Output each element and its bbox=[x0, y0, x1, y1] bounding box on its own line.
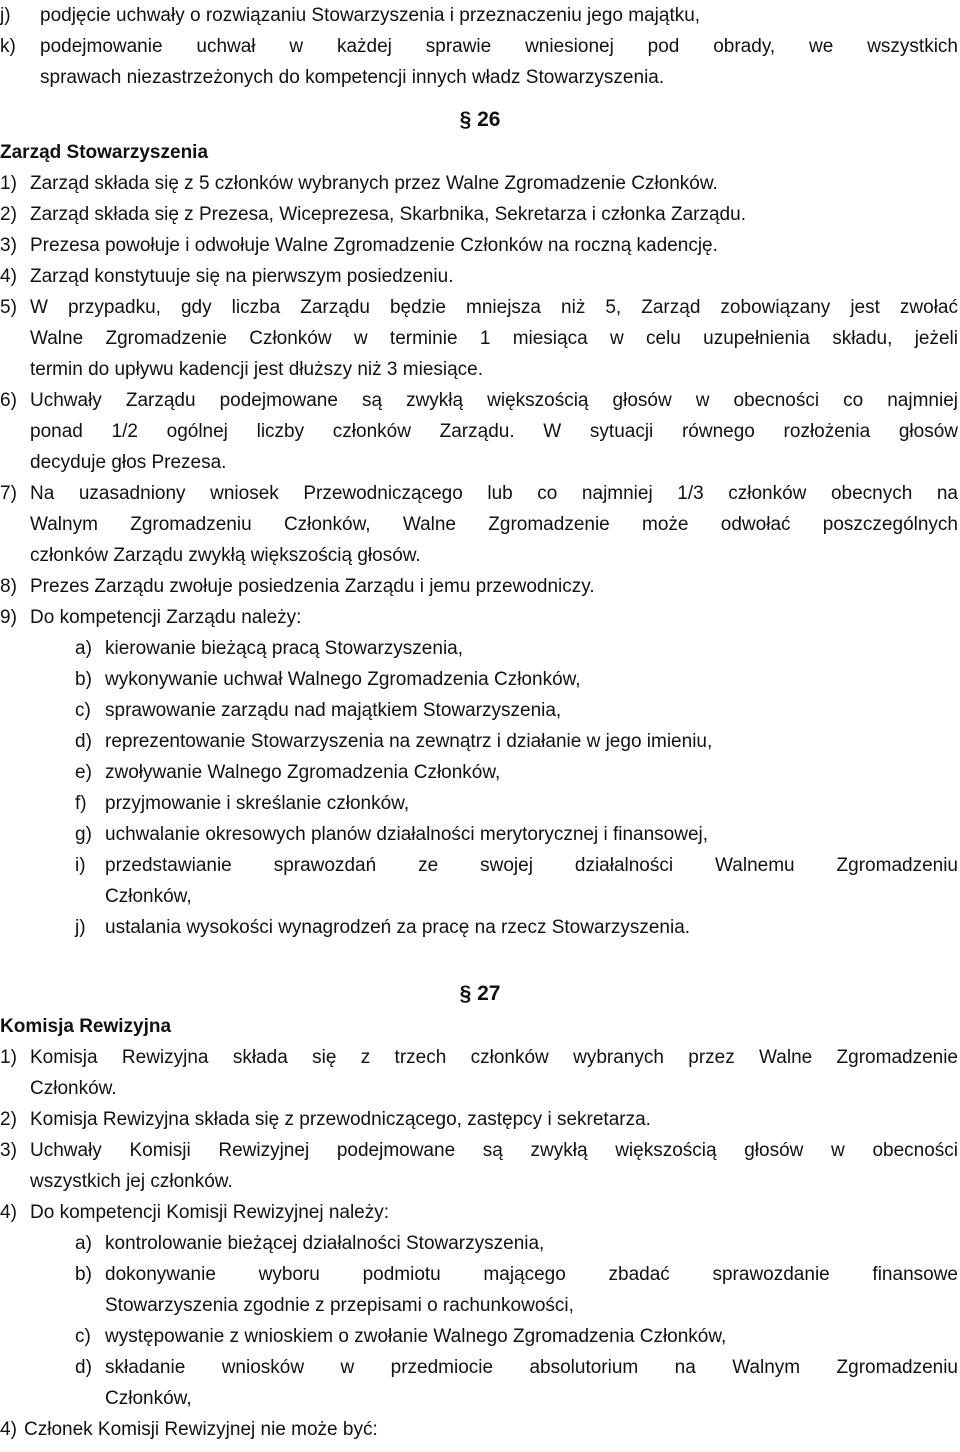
text-line: Na uzasadniony wniosek Przewodniczącego lub co najmniej 1/3 członków obecnych na bbox=[30, 483, 958, 504]
text-line: Członków, bbox=[105, 1388, 192, 1409]
text-line: podejmowanie uchwał w każdej sprawie wniesionej pod obrady, we wszystkich bbox=[40, 36, 958, 57]
list-item bbox=[75, 1321, 960, 1352]
section-27-list bbox=[0, 1042, 960, 1228]
list-item bbox=[0, 1135, 960, 1197]
section-27-last-item bbox=[0, 1414, 960, 1445]
list-item-text bbox=[105, 788, 960, 819]
list-item-text bbox=[105, 1259, 960, 1321]
list-marker: 2) bbox=[0, 204, 17, 225]
list-item-text bbox=[30, 1135, 960, 1197]
text-line: przedstawianie sprawozdań ze swojej działalności Walnemu Zgromadzeniu bbox=[105, 855, 958, 876]
list-item-text bbox=[30, 168, 960, 199]
list-marker: 4) bbox=[0, 1202, 17, 1223]
list-item-text bbox=[30, 199, 960, 230]
list-item bbox=[0, 292, 960, 385]
list-item-text bbox=[105, 1352, 960, 1414]
list-marker: 8) bbox=[0, 576, 17, 597]
list-marker: f) bbox=[75, 793, 87, 814]
list-item bbox=[75, 912, 960, 943]
text-line: Prezesa powołuje i odwołuje Walne Zgromadzenie Członków na roczną kadencję. bbox=[30, 235, 718, 256]
list-marker: 3) bbox=[0, 235, 17, 256]
list-item-text bbox=[105, 1321, 960, 1352]
text-line: Do kompetencji Zarządu należy: bbox=[30, 607, 302, 628]
text-line: Członków. bbox=[30, 1078, 117, 1099]
list-item-text bbox=[30, 1042, 960, 1104]
list-item-text bbox=[105, 664, 960, 695]
list-item bbox=[75, 819, 960, 850]
list-item-text bbox=[30, 1197, 960, 1228]
list-item-text bbox=[105, 757, 960, 788]
list-marker: 1) bbox=[0, 1047, 17, 1068]
text-line: Walne Zgromadzenie Członków w terminie 1 miesiąca w celu uzupełnienia składu, jeżeli bbox=[30, 328, 958, 349]
text-line: sprawowanie zarządu nad majątkiem Stowarzyszenia, bbox=[105, 700, 562, 721]
list-item-text bbox=[30, 1104, 960, 1135]
text-line: Zarząd składa się z 5 członków wybranych przez Walne Zgromadzenie Członków. bbox=[30, 173, 718, 194]
list-item-text bbox=[105, 850, 960, 912]
list-item-text bbox=[30, 385, 960, 478]
list-item-text bbox=[30, 571, 960, 602]
text-line: zwoływanie Walnego Zgromadzenia Członków, bbox=[105, 762, 501, 783]
text-line: występowanie z wnioskiem o zwołanie Walnego Zgromadzenia Członków, bbox=[105, 1326, 727, 1347]
section-26-sublist bbox=[0, 633, 960, 943]
list-marker: 6) bbox=[0, 390, 17, 411]
list-marker: j) bbox=[0, 5, 11, 26]
text-line: Zarząd konstytuuje się na pierwszym posiedzeniu. bbox=[30, 266, 454, 287]
list-marker: 1) bbox=[0, 173, 17, 194]
list-item bbox=[0, 261, 960, 292]
text-line: Walnym Zgromadzeniu Członków, Walne Zgromadzenie może odwołać poszczególnych bbox=[30, 514, 958, 535]
list-marker: d) bbox=[75, 1357, 92, 1378]
list-item bbox=[75, 1352, 960, 1414]
list-item bbox=[0, 602, 960, 633]
list-item bbox=[0, 1042, 960, 1104]
text-line: wszystkich jej członków. bbox=[30, 1171, 233, 1192]
list-marker: b) bbox=[75, 669, 92, 690]
top-list bbox=[0, 0, 960, 93]
list-marker: 4) bbox=[0, 266, 17, 287]
text-line: uchwalanie okresowych planów działalności merytorycznej i finansowej, bbox=[105, 824, 709, 845]
list-item-text bbox=[105, 633, 960, 664]
list-marker: 2) bbox=[0, 1109, 17, 1130]
list-item bbox=[0, 1104, 960, 1135]
list-item bbox=[75, 633, 960, 664]
list-marker: g) bbox=[75, 824, 92, 845]
list-marker: a) bbox=[75, 1233, 92, 1254]
list-item-text bbox=[105, 726, 960, 757]
text-line: kontrolowanie bieżącej działalności Stowarzyszenia, bbox=[105, 1233, 545, 1254]
text-line: termin do upływu kadencji jest dłuższy niż 3 miesiące. bbox=[30, 359, 484, 380]
list-marker: 3) bbox=[0, 1140, 17, 1161]
list-item bbox=[75, 664, 960, 695]
list-marker: 9) bbox=[0, 607, 17, 628]
text-line: W przypadku, gdy liczba Zarządu będzie mniejsza niż 5, Zarząd zobowiązany jest zwołać bbox=[30, 297, 958, 318]
section-26-list bbox=[0, 168, 960, 633]
section-27-sublist bbox=[0, 1228, 960, 1414]
text-line: Komisja Rewizyjna składa się z trzech członków wybranych przez Walne Zgromadzenie bbox=[30, 1047, 958, 1068]
list-item bbox=[0, 478, 960, 571]
section-27-heading: Komisja Rewizyjna bbox=[0, 1016, 172, 1037]
text-line: kierowanie bieżącą pracą Stowarzyszenia, bbox=[105, 638, 464, 659]
list-item-text bbox=[30, 230, 960, 261]
text-line: Prezes Zarządu zwołuje posiedzenia Zarządu i jemu przewodniczy. bbox=[30, 576, 595, 597]
list-marker: k) bbox=[0, 36, 16, 57]
text-line: Zarząd składa się z Prezesa, Wiceprezesa, Skarbnika, Sekretarza i członka Zarządu. bbox=[30, 204, 746, 225]
list-marker: b) bbox=[75, 1264, 92, 1285]
text-line: dokonywanie wyboru podmiotu mającego zbadać sprawozdanie finansowe bbox=[105, 1264, 958, 1285]
text-line: sprawach niezastrzeżonych do kompetencji innych władz Stowarzyszenia. bbox=[40, 67, 665, 88]
list-item bbox=[75, 726, 960, 757]
list-marker: c) bbox=[75, 1326, 91, 1347]
list-item bbox=[75, 1228, 960, 1259]
text-line: Do kompetencji Komisji Rewizyjnej należy: bbox=[30, 1202, 390, 1223]
list-item bbox=[0, 230, 960, 261]
list-marker: c) bbox=[75, 700, 91, 721]
list-item bbox=[75, 788, 960, 819]
list-item-text bbox=[30, 261, 960, 292]
list-item bbox=[75, 850, 960, 912]
list-item-text bbox=[40, 0, 960, 31]
text-line: podjęcie uchwały o rozwiązaniu Stowarzyszenia i przeznaczeniu jego majątku, bbox=[40, 5, 701, 26]
text-line: reprezentowanie Stowarzyszenia na zewnątrz i działanie w jego imieniu, bbox=[105, 731, 713, 752]
list-item bbox=[0, 0, 960, 31]
list-item-text bbox=[105, 912, 960, 943]
section-27-sign: § 27 bbox=[459, 982, 501, 1005]
list-item bbox=[0, 31, 960, 93]
text-line: składanie wniosków w przedmiocie absolutorium na Walnym Zgromadzeniu bbox=[105, 1357, 958, 1378]
text-line: Stowarzyszenia zgodnie z przepisami o rachunkowości, bbox=[105, 1295, 574, 1316]
list-item bbox=[0, 199, 960, 230]
list-marker: i) bbox=[75, 855, 86, 876]
text-line: ponad 1/2 ogólnej liczby członków Zarządu. W sytuacji równego rozłożenia głosów bbox=[30, 421, 958, 442]
list-item bbox=[0, 385, 960, 478]
list-marker: 7) bbox=[0, 483, 17, 504]
list-marker: j) bbox=[75, 917, 86, 938]
list-item-text bbox=[105, 1228, 960, 1259]
section-26-heading: Zarząd Stowarzyszenia bbox=[0, 142, 209, 163]
text-line: Uchwały Zarządu podejmowane są zwykłą większością głosów w obecności co najmniej bbox=[30, 390, 958, 411]
list-marker: 4) bbox=[0, 1419, 17, 1440]
list-item-text bbox=[105, 819, 960, 850]
list-item-text bbox=[30, 478, 960, 571]
list-item bbox=[0, 571, 960, 602]
text-line: członków Zarządu zwykłą większością głosów. bbox=[30, 545, 421, 566]
list-item-text bbox=[105, 695, 960, 726]
list-marker: a) bbox=[75, 638, 92, 659]
text-line: ustalania wysokości wynagrodzeń za pracę na rzecz Stowarzyszenia. bbox=[105, 917, 691, 938]
list-item bbox=[75, 1259, 960, 1321]
list-item-text: Członek Komisji Rewizyjnej nie może być: bbox=[24, 1419, 378, 1440]
text-line: Uchwały Komisji Rewizyjnej podejmowane są zwykłą większością głosów w obecności bbox=[30, 1140, 958, 1161]
list-marker: e) bbox=[75, 762, 92, 783]
list-marker: 5) bbox=[0, 297, 17, 318]
list-item bbox=[75, 695, 960, 726]
list-item-text bbox=[30, 292, 960, 385]
list-item-text bbox=[40, 31, 960, 93]
list-marker: d) bbox=[75, 731, 92, 752]
text-line: przyjmowanie i skreślanie członków, bbox=[105, 793, 410, 814]
list-item bbox=[0, 1197, 960, 1228]
text-line: decyduje głos Prezesa. bbox=[30, 452, 227, 473]
list-item bbox=[0, 168, 960, 199]
text-line: Członków, bbox=[105, 886, 192, 907]
section-26-sign: § 26 bbox=[459, 108, 501, 131]
list-item bbox=[75, 757, 960, 788]
text-line: wykonywanie uchwał Walnego Zgromadzenia Członków, bbox=[105, 669, 581, 690]
text-line: Komisja Rewizyjna składa się z przewodniczącego, zastępcy i sekretarza. bbox=[30, 1109, 651, 1130]
list-item-text bbox=[30, 602, 960, 633]
